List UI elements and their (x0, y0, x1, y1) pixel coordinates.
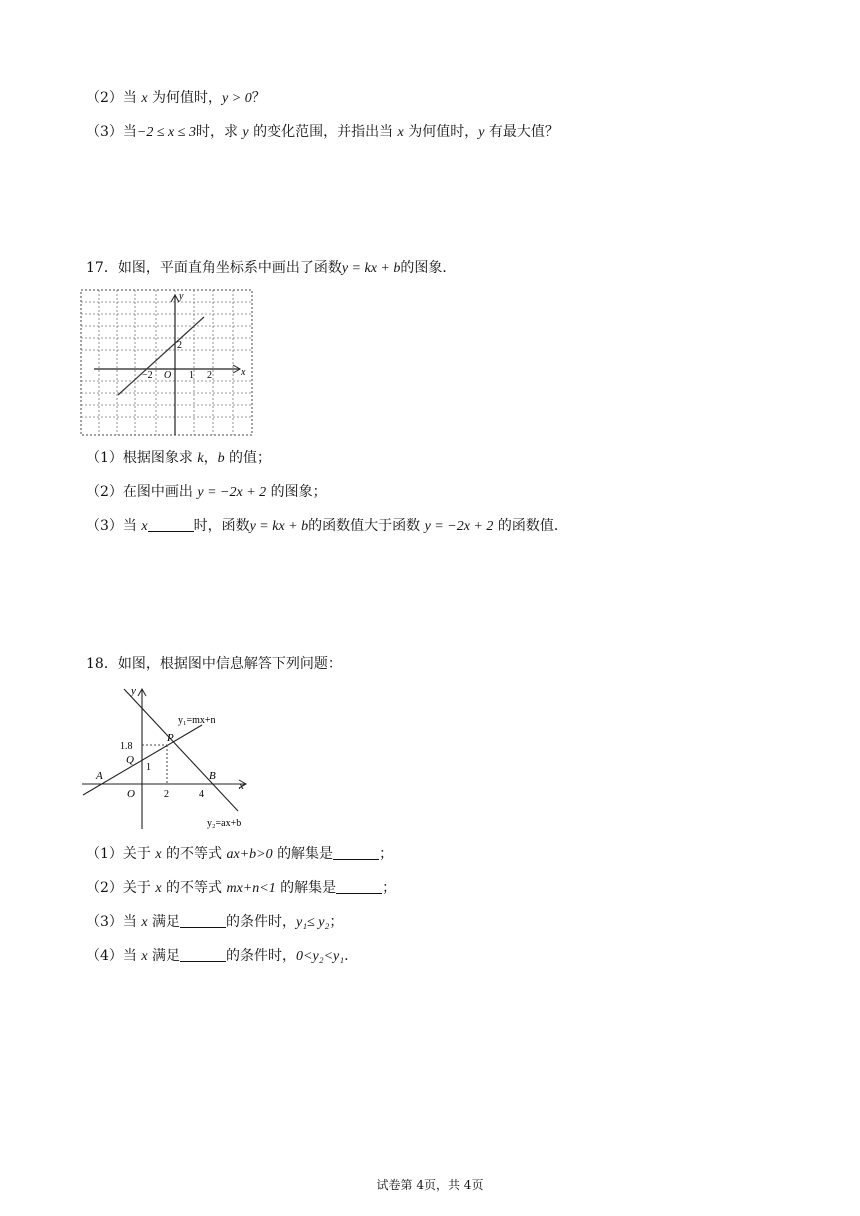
value-1-8: 1.8 (120, 741, 133, 752)
tick-x-2: 2 (207, 370, 212, 381)
q18-part3: （3）当 x 满足 的条件时，y₁≤ y₂； (86, 914, 344, 930)
value-4: 4 (199, 789, 204, 800)
x-axis-label: x (241, 367, 246, 378)
q17-part3: （3）当 x 时，函数y = kx + b的函数值大于函数 y = −2x + 2 的函数值． (86, 518, 568, 534)
point-a-label: A (96, 770, 103, 782)
q18-part4: （4）当 x 满足 的条件时，0<y₂<y₁. (86, 948, 349, 964)
q16-part2: （2）当 x 为何值时，y > 0？ (86, 90, 266, 106)
q18-part2: （2）关于 x 的不等式 mx+n<1 的解集是 ； (86, 880, 397, 896)
page-footer: 试卷第 4页，共 4页 (376, 1178, 484, 1192)
q18-stem: 18．如图，根据图中信息解答下列问题： (86, 656, 342, 672)
y1-label: y₁=mx+n (178, 715, 216, 726)
point-b-label: B (209, 770, 216, 782)
y-axis-label: y (131, 685, 136, 697)
origin-label: O (127, 788, 135, 800)
value-1: 1 (146, 762, 151, 773)
line-y2 (124, 689, 238, 811)
q17-stem: 17．如图，平面直角坐标系中画出了函数y = kx + b的图象． (86, 260, 457, 276)
tick-x-1: 1 (189, 370, 194, 381)
point-p-label: P (167, 732, 174, 744)
q16-part3: （3）当−2 ≤ x ≤ 3时，求 y 的变化范围，并指出当 x 为何值时，y 有最大值？ (86, 124, 559, 140)
q18-graph (80, 681, 255, 831)
origin-label: O (164, 370, 172, 381)
x-axis-label: x (239, 780, 244, 792)
value-2: 2 (164, 789, 169, 800)
q17-part2: （2）在图中画出 y = −2x + 2 的图象； (86, 484, 327, 500)
tick-x-neg2: −2 (142, 370, 153, 381)
q17-graph (80, 289, 254, 437)
y-axis-label: y (179, 291, 184, 302)
y2-label: y₂=ax+b (207, 818, 242, 829)
answer-blank[interactable] (180, 913, 226, 928)
q18-part1: （1）关于 x 的不等式 ax+b>0 的解集是 ； (86, 846, 394, 862)
answer-blank[interactable] (148, 517, 194, 532)
answer-blank[interactable] (180, 947, 226, 962)
answer-blank[interactable] (336, 879, 382, 894)
point-q-label: Q (126, 754, 134, 766)
q17-part1: （1）根据图象求 k，b 的值； (86, 450, 272, 466)
function-line (118, 317, 204, 395)
tick-y-2: 2 (177, 340, 182, 351)
answer-blank[interactable] (333, 845, 379, 860)
